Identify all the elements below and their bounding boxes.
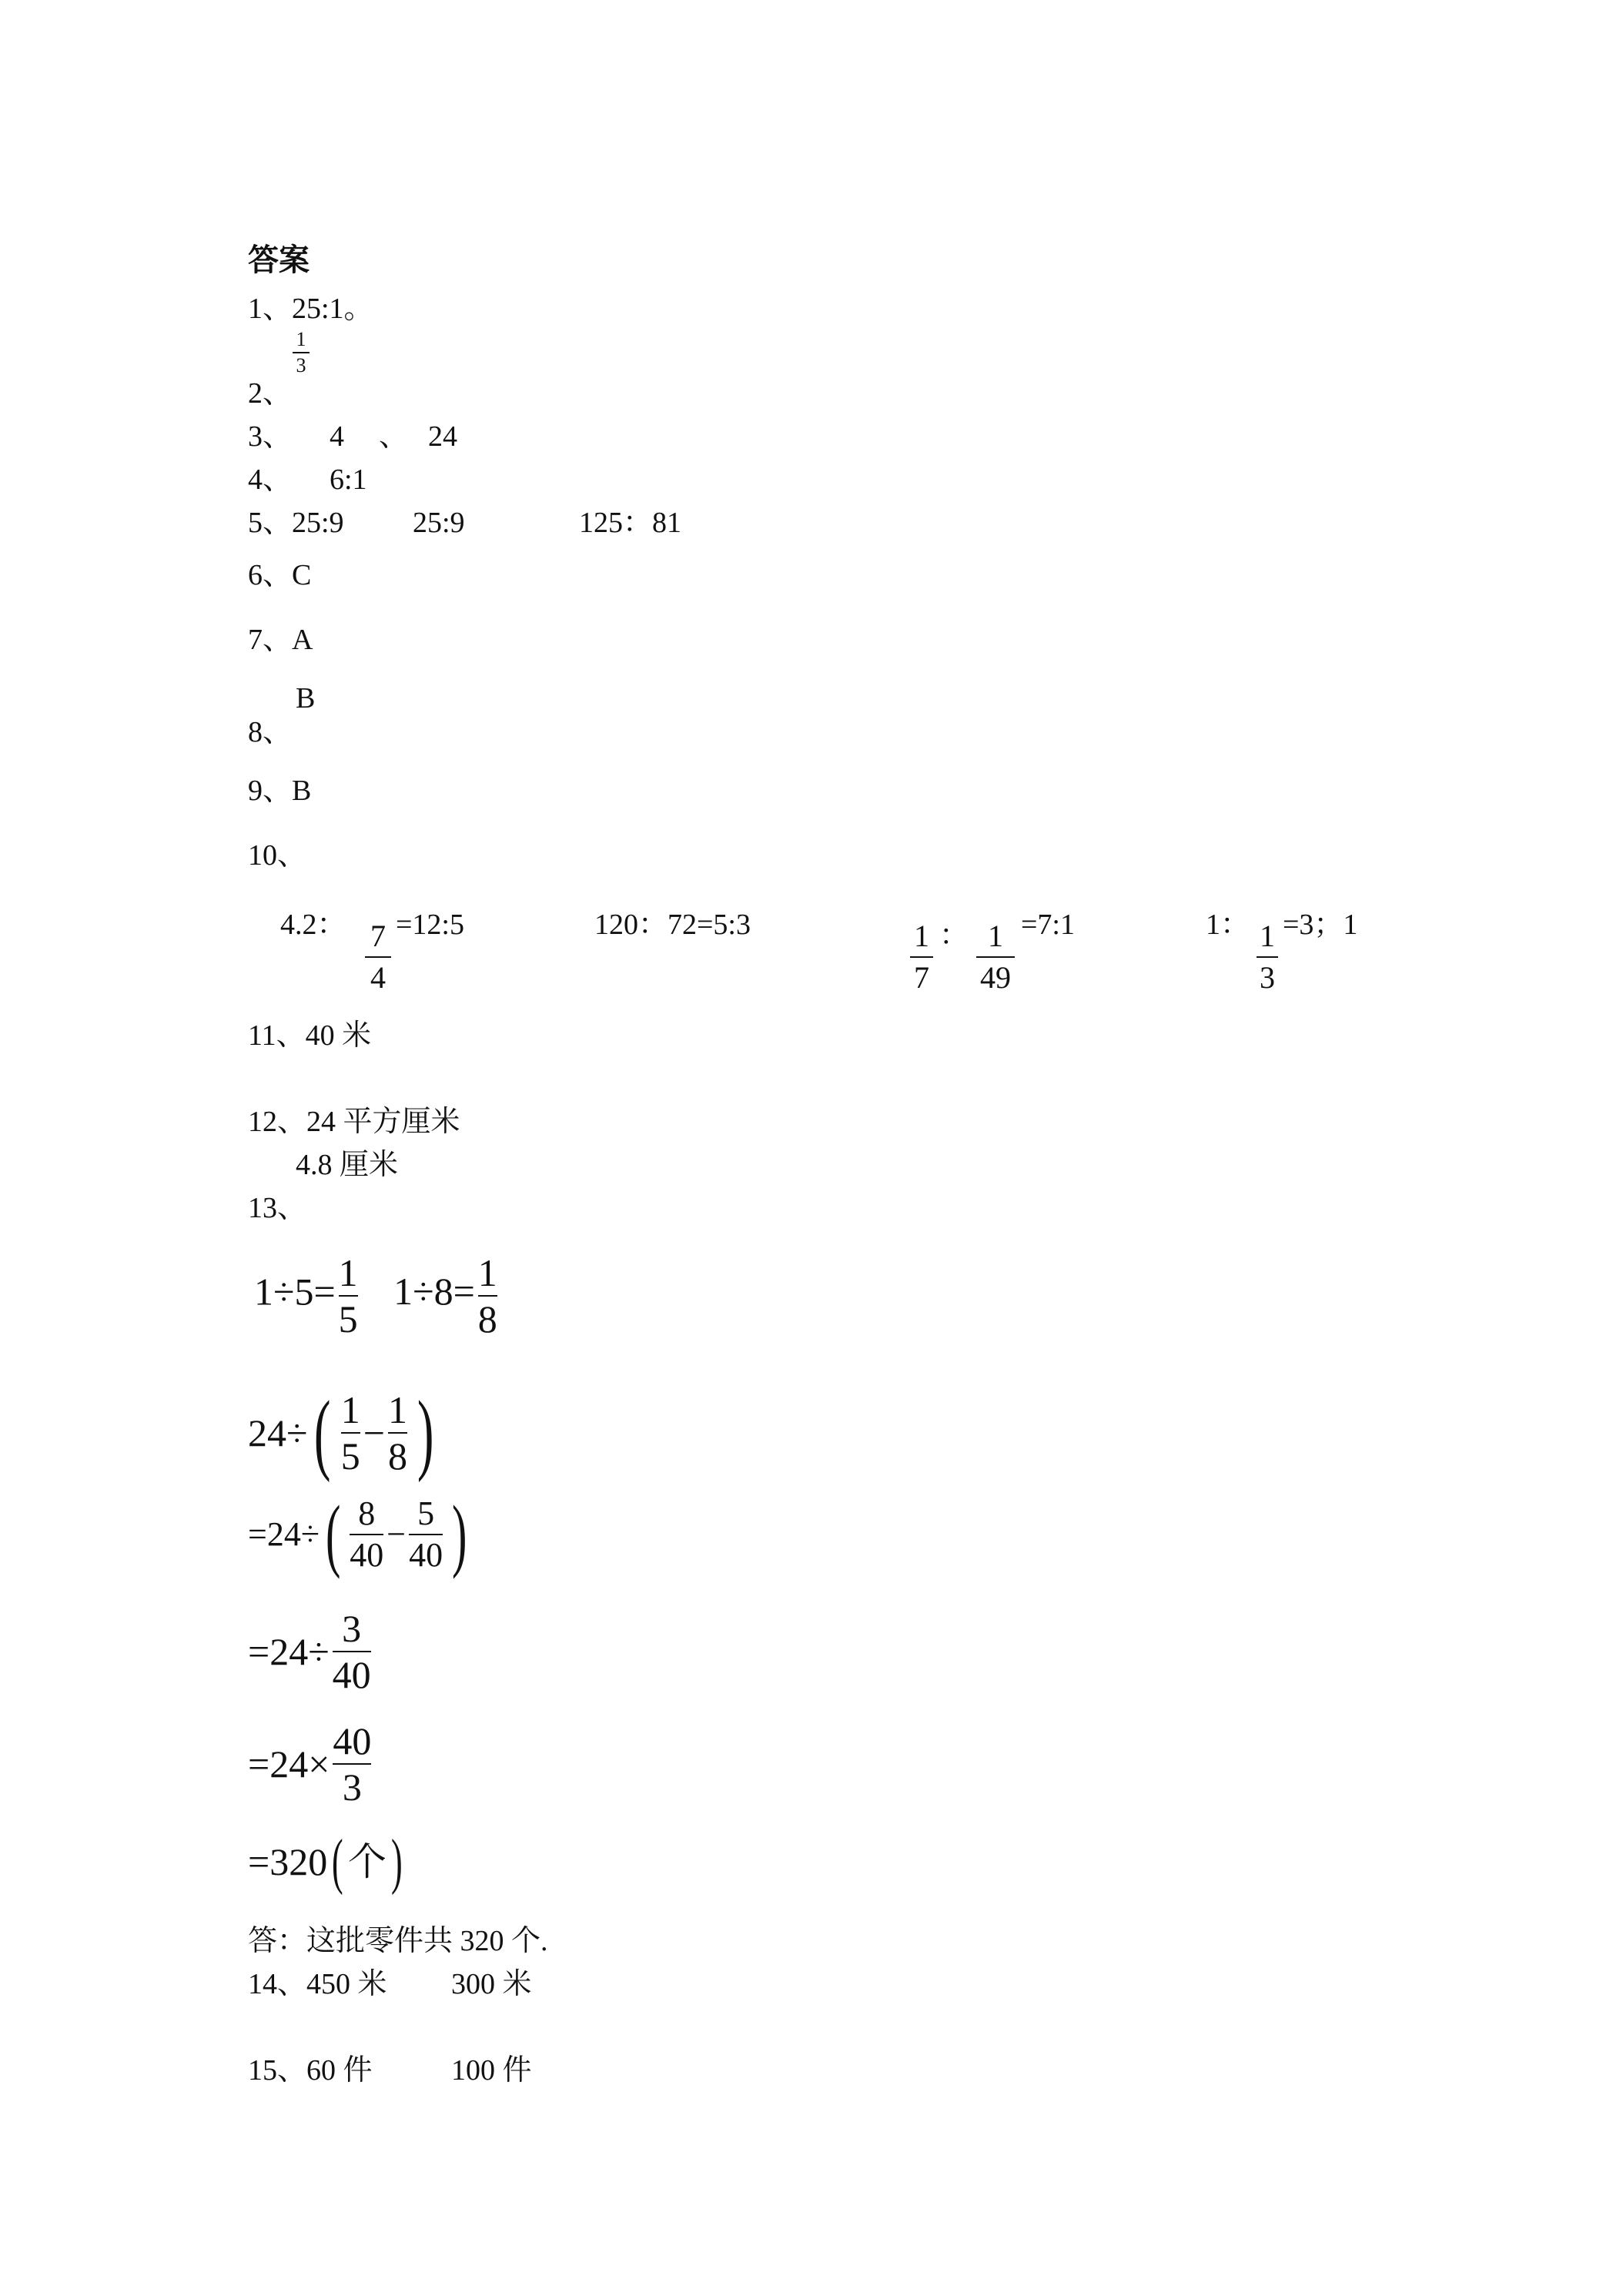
answer-4-a: 6:1	[330, 464, 367, 496]
answer-15-a: 15、60 件	[248, 2054, 373, 2087]
answer-3-a: 4	[330, 420, 344, 453]
page-title: 答案	[248, 243, 310, 278]
answer-13-label: 13、	[248, 1192, 307, 1224]
answer-8-label: 8、	[248, 716, 293, 748]
answer-10-p3-post: =7:1	[1021, 909, 1075, 941]
answer-9: 9、B	[248, 775, 312, 807]
answer-6: 6、C	[248, 559, 312, 591]
answer-13-step-1: 1÷5= $\frac{1}{5}$ 1÷8= $\frac{1}{8}$	[254, 1251, 497, 1340]
answer-7: 7、A	[248, 624, 313, 656]
answer-10-p1-fraction	[365, 921, 391, 993]
answer-12-line-2: 4.8 厘米	[296, 1149, 399, 1181]
answer-2-fraction	[293, 330, 310, 376]
answer-10-p4-pre: 1：	[1206, 909, 1250, 941]
answer-10-p2: 120：72=5:3	[594, 909, 751, 941]
answer-3-b: 24	[428, 420, 457, 453]
answer-3-sep: 、	[379, 420, 409, 453]
answer-10-p4-fraction: 1 3	[1257, 921, 1278, 993]
answer-5-c: 125：81	[579, 507, 682, 539]
answer-4-label: 4、	[248, 464, 293, 496]
answer-10-p1-numerator: 7	[370, 919, 386, 953]
answer-13-step-5: =24× $\frac{40}{3}$	[248, 1719, 372, 1809]
answer-15-b: 100 件	[451, 2054, 532, 2087]
answer-2-denominator: 3	[296, 354, 306, 377]
answer-2-label: 2、	[248, 377, 293, 410]
answer-10-label: 10、	[248, 839, 307, 872]
answer-10-p1-denominator: 4	[370, 960, 386, 995]
answer-5-b: 25:9	[413, 507, 465, 539]
answer-5-a: 5、25:9	[248, 507, 344, 539]
answer-11: 11、40 米	[248, 1019, 372, 1052]
answer-2-numerator: 1	[296, 328, 306, 350]
answer-13-step-6: =320( 个)	[248, 1828, 403, 1896]
answer-13-conclusion: 答：这批零件共 320 个.	[248, 1925, 548, 1957]
answer-1: 1、25:1。	[248, 293, 373, 325]
answer-13-step-4: =24÷ $\frac{3}{40}$	[248, 1607, 371, 1696]
answer-14-b: 300 米	[451, 1968, 532, 2000]
answer-10-p3-fraction-2: 1 49	[976, 921, 1015, 993]
answer-10-p1-post: =12:5	[396, 909, 464, 941]
answer-8-value: B	[296, 682, 316, 715]
answer-10-p3-fraction-1: 1 7	[910, 921, 933, 993]
answer-13-step-3: =24÷( $\frac{8}{40}$ − $\frac{5}{40}$ )	[248, 1489, 467, 1579]
answer-14-a: 14、450 米	[248, 1968, 387, 2000]
answer-3-label: 3、	[248, 420, 293, 453]
answer-10-p4-post: =3；1	[1283, 909, 1358, 941]
answer-13-step-2: 24÷( $\frac{1}{5}$ − $\frac{1}{8}$ )	[248, 1382, 434, 1483]
answer-12-line-1: 12、24 平方厘米	[248, 1106, 460, 1138]
answer-10-p1-pre: 4.2：	[280, 909, 346, 941]
answer-10-p3-sep: ：	[939, 919, 969, 952]
